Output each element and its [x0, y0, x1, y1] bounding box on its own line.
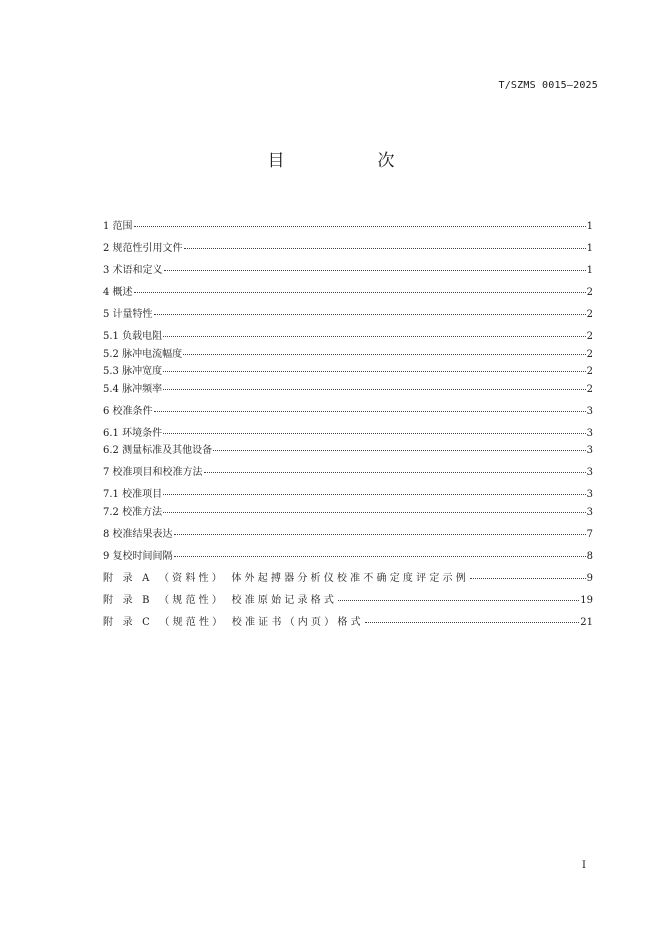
toc-entry-label: 6.2 测量标准及其他设备 — [103, 445, 213, 456]
toc-entry-label: 2 规范性引用文件 — [103, 243, 183, 254]
toc-entry-page: 3 — [586, 445, 593, 456]
toc-entry[interactable] — [103, 486, 593, 504]
dot-leader — [365, 622, 579, 623]
toc-entry-label: 5 计量特性 — [103, 309, 153, 320]
dot-leader — [163, 512, 586, 513]
dot-leader — [174, 534, 586, 535]
toc-entry-label: 7.1 校准项目 — [103, 489, 163, 500]
toc-entry-page: 19 — [580, 594, 593, 606]
toc-entry[interactable] — [103, 425, 593, 443]
dot-leader — [163, 371, 586, 372]
toc-entry-label: 7 校准项目和校准方法 — [103, 467, 203, 478]
toc-entry-label: 5.3 脉冲宽度 — [103, 366, 163, 377]
toc-entry[interactable] — [103, 363, 593, 381]
toc-title: 目 次 — [267, 151, 433, 171]
toc-entry[interactable] — [103, 328, 593, 346]
toc-entry[interactable] — [103, 284, 593, 302]
toc-entry[interactable] — [103, 403, 593, 421]
toc-entry-page: 1 — [586, 221, 593, 232]
toc-entry-page: 1 — [586, 265, 593, 276]
toc-entry[interactable] — [103, 464, 593, 482]
toc-entry-page: 1 — [586, 243, 593, 254]
dot-leader — [163, 336, 586, 337]
toc-entry[interactable] — [103, 592, 593, 610]
toc-entry[interactable] — [103, 614, 593, 632]
toc-entry[interactable] — [103, 346, 593, 364]
toc-entry[interactable] — [103, 442, 593, 460]
toc-entry-label: 1 范围 — [103, 221, 133, 232]
toc-entry-label: 附 录 B （规范性） 校准原始记录格式 — [103, 594, 338, 606]
toc-entry[interactable] — [103, 504, 593, 522]
toc-entry-page: 2 — [586, 366, 593, 377]
toc-entry-label: 9 复校时间间隔 — [103, 550, 173, 562]
toc-entry-page: 3 — [586, 467, 593, 478]
toc-entry-page: 2 — [586, 331, 593, 342]
toc-entry-page: 2 — [586, 348, 593, 360]
toc-entry-label: 5.2 脉冲电流幅度 — [103, 348, 183, 360]
toc-entry-label: 8 校准结果表达 — [103, 528, 173, 540]
toc-entry[interactable] — [103, 548, 593, 566]
toc-entry-label: 3 术语和定义 — [103, 265, 163, 276]
dot-leader — [183, 354, 586, 355]
toc-entry-label: 4 概述 — [103, 287, 133, 298]
toc-entry-page: 3 — [586, 405, 593, 417]
dot-leader — [154, 314, 586, 315]
toc-entry-page: 21 — [580, 616, 593, 628]
toc-entry-label: 5.4 脉冲频率 — [103, 383, 163, 395]
dot-leader — [163, 494, 586, 495]
dot-leader — [470, 578, 586, 579]
dot-leader — [154, 411, 586, 412]
dot-leader — [134, 226, 586, 227]
toc-entry-page: 3 — [586, 506, 593, 518]
toc-entry[interactable] — [103, 240, 593, 258]
toc-entry-page: 2 — [586, 383, 593, 395]
toc-entry-page: 2 — [586, 309, 593, 320]
toc-entry[interactable] — [103, 526, 593, 544]
dot-leader — [174, 556, 586, 557]
toc-entry-label: 5.1 负载电阻 — [103, 331, 163, 342]
table-of-contents — [103, 218, 593, 631]
toc-entry-page: 2 — [586, 287, 593, 298]
toc-entry[interactable] — [103, 570, 593, 588]
dot-leader — [134, 292, 586, 293]
dot-leader — [213, 450, 586, 451]
toc-entry[interactable] — [103, 218, 593, 236]
page-number: I — [582, 860, 586, 871]
dot-leader — [184, 248, 586, 249]
toc-entry[interactable] — [103, 306, 593, 324]
toc-entry-label: 6 校准条件 — [103, 405, 153, 417]
toc-entry-label: 6.1 环境条件 — [103, 427, 163, 439]
toc-entry-page: 3 — [586, 427, 593, 439]
toc-entry-page: 8 — [586, 550, 593, 562]
toc-entry-page: 7 — [586, 528, 593, 540]
dot-leader — [338, 600, 579, 601]
dot-leader — [163, 389, 586, 390]
toc-entry[interactable] — [103, 381, 593, 399]
document-code: T/SZMS 0015—2025 — [498, 80, 598, 91]
toc-entry-label: 7.2 校准方法 — [103, 506, 163, 518]
toc-entry[interactable] — [103, 262, 593, 280]
dot-leader — [163, 433, 586, 434]
dot-leader — [204, 472, 586, 473]
toc-entry-page: 9 — [586, 572, 593, 584]
dot-leader — [164, 270, 586, 271]
toc-entry-page: 3 — [586, 489, 593, 500]
toc-entry-label: 附 录 C （规范性） 校准证书（内页）格式 — [103, 616, 364, 628]
toc-entry-label: 附 录 A （资料性） 体外起搏器分析仪校准不确定度评定示例 — [103, 572, 469, 584]
